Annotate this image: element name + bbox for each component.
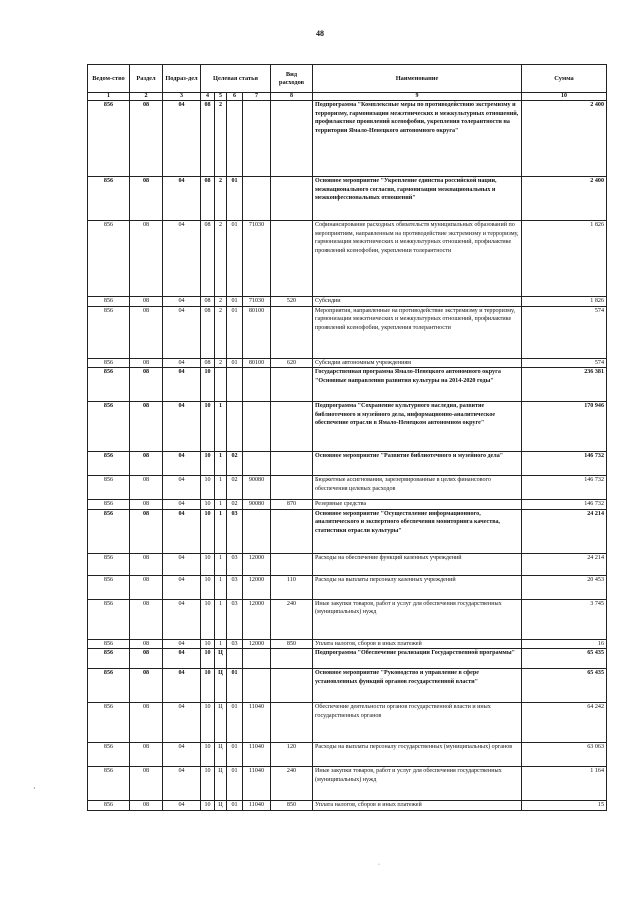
subprogram-code-cell: Ц [215,743,227,767]
footer-mark: · [378,862,380,868]
subprogram-code-cell: 2 [215,101,227,177]
sum-cell: 16 [522,639,607,649]
name-cell: Уплата налогов, сборов и иных платежей [313,801,522,811]
razdel-cell: 08 [130,500,163,510]
subprogram-code-cell: 2 [215,297,227,307]
name-cell: Уплата налогов, сборов и иных платежей [313,639,522,649]
podrazdel-cell: 04 [163,703,201,743]
program-code-cell: 10 [201,743,215,767]
table-row [88,368,607,402]
name-cell: Обеспечение деятельности органов государственной власти и иных государственных органов [313,703,522,743]
name-cell: Расходы на обеспечение функций казенных учреждений [313,553,522,575]
subprogram-code-cell: 1 [215,575,227,599]
subprogram-code-cell [215,368,227,402]
header-name: Наименование [313,65,522,93]
ved-cell: 856 [88,452,130,476]
sum-cell: 2 400 [522,177,607,221]
name-cell: Государственная программа Ямало-Ненецкого автономного округа "Основные направления развития культуры на 2014-2020 годы" [313,368,522,402]
sum-cell: 170 946 [522,402,607,452]
activity-code-cell: 01 [227,743,243,767]
expense-type-cell: 240 [271,767,313,801]
expense-type-cell [271,669,313,703]
ved-cell: 856 [88,509,130,553]
program-code-cell: 08 [201,297,215,307]
subprogram-code-cell: 2 [215,306,227,358]
column-number: 8 [271,93,313,101]
expense-type-cell: 850 [271,801,313,811]
podrazdel-cell: 04 [163,402,201,452]
program-code-cell: 10 [201,476,215,500]
sum-cell: 65 435 [522,649,607,669]
podrazdel-cell: 04 [163,476,201,500]
column-number: 10 [522,93,607,101]
subprogram-code-cell: Ц [215,669,227,703]
ved-cell: 856 [88,368,130,402]
name-cell: Расходы на выплаты персоналу государственных (муниципальных) органов [313,743,522,767]
name-cell: Расходы на выплаты персоналу казенных учреждений [313,575,522,599]
razdel-cell: 08 [130,639,163,649]
name-cell: Подпрограмма "Обеспечение реализации Государственной программы" [313,649,522,669]
program-code-cell: 10 [201,402,215,452]
expense-type-cell [271,452,313,476]
razdel-cell: 08 [130,358,163,368]
name-cell: Субсидии автономным учреждениям [313,358,522,368]
direction-code-cell: 12000 [243,639,271,649]
razdel-cell: 08 [130,703,163,743]
razdel-cell: 08 [130,669,163,703]
podrazdel-cell: 04 [163,743,201,767]
table-row [88,639,607,649]
program-code-cell: 08 [201,221,215,297]
sum-cell: 24 214 [522,553,607,575]
expense-type-cell [271,368,313,402]
program-code-cell: 10 [201,452,215,476]
table-row [88,767,607,801]
activity-code-cell: 02 [227,500,243,510]
podrazdel-cell: 04 [163,669,201,703]
table-row [88,452,607,476]
subprogram-code-cell: 1 [215,500,227,510]
subprogram-code-cell: 2 [215,358,227,368]
table-row [88,177,607,221]
direction-code-cell: 12000 [243,575,271,599]
program-code-cell: 08 [201,358,215,368]
expense-type-cell [271,703,313,743]
program-code-cell: 10 [201,500,215,510]
sum-cell: 64 242 [522,703,607,743]
razdel-cell: 08 [130,509,163,553]
direction-code-cell [243,452,271,476]
ved-cell: 856 [88,306,130,358]
direction-code-cell: 80100 [243,306,271,358]
activity-code-cell: 03 [227,639,243,649]
podrazdel-cell: 04 [163,452,201,476]
name-cell: Основное мероприятие "Укрепление единства российской нации, межнационального согласия, гармонизации межнациональных и межконфессиональных отношений" [313,177,522,221]
razdel-cell: 08 [130,801,163,811]
ved-cell: 856 [88,801,130,811]
podrazdel-cell: 04 [163,649,201,669]
program-code-cell: 10 [201,509,215,553]
direction-code-cell: 11040 [243,703,271,743]
activity-code-cell: 01 [227,177,243,221]
direction-code-cell: 11040 [243,743,271,767]
podrazdel-cell: 04 [163,306,201,358]
direction-code-cell [243,368,271,402]
ved-cell: 856 [88,358,130,368]
subprogram-code-cell: 1 [215,599,227,639]
name-cell: Резервные средства [313,500,522,510]
header-target-article: Целевая статья [201,65,271,93]
podrazdel-cell: 04 [163,177,201,221]
direction-code-cell: 90080 [243,500,271,510]
table-row [88,669,607,703]
program-code-cell: 10 [201,801,215,811]
header-expense-type: Вид расходов [271,65,313,93]
name-cell: Мероприятия, направленные на противодействие экстремизму и терроризму, гармонизации межэтнических и межкультурных отношений, профилактике проявлений ксенофобии, укрепления толерантности [313,306,522,358]
table-row [88,801,607,811]
podrazdel-cell: 04 [163,358,201,368]
expense-type-cell: 110 [271,575,313,599]
margin-mark: · [33,784,36,793]
expense-type-cell [271,553,313,575]
table-row [88,509,607,553]
expense-type-cell [271,649,313,669]
program-code-cell: 10 [201,649,215,669]
page-number: 48 [316,29,324,38]
column-number: 3 [163,93,201,101]
subprogram-code-cell: Ц [215,649,227,669]
table-row [88,402,607,452]
column-number: 9 [313,93,522,101]
table-row [88,297,607,307]
sum-cell: 146 732 [522,500,607,510]
direction-code-cell: 90080 [243,476,271,500]
direction-code-cell [243,669,271,703]
direction-code-cell: 12000 [243,553,271,575]
razdel-cell: 08 [130,476,163,500]
ved-cell: 856 [88,177,130,221]
ved-cell: 856 [88,500,130,510]
direction-code-cell: 80100 [243,358,271,368]
table-row [88,306,607,358]
razdel-cell: 08 [130,177,163,221]
podrazdel-cell: 04 [163,599,201,639]
program-code-cell: 10 [201,639,215,649]
sum-cell: 2 400 [522,101,607,177]
table-row [88,500,607,510]
header-row [88,65,607,93]
razdel-cell: 08 [130,101,163,177]
name-cell: Подпрограмма "Сохранение культурного наследия, развитие библиотечного и музейного дела, информационно-аналитическое обеспечение отрасли в Ямало-Ненецком автономном округе" [313,402,522,452]
expense-type-cell [271,509,313,553]
subprogram-code-cell: 1 [215,509,227,553]
expense-type-cell: 850 [271,639,313,649]
sum-cell: 1 164 [522,767,607,801]
activity-code-cell [227,101,243,177]
header-sum: Сумма [522,65,607,93]
subprogram-code-cell: Ц [215,767,227,801]
ved-cell: 856 [88,476,130,500]
razdel-cell: 08 [130,599,163,639]
name-cell: Софинансирование расходных обязательств муниципальных образований по мероприятиям, направленным на противодействие экстремизму и терроризму, гармонизации межэтнических и межкультурных отношений, профилактике проявлений ксенофобии, укреплении толерантности [313,221,522,297]
program-code-cell: 10 [201,669,215,703]
direction-code-cell [243,101,271,177]
sum-cell: 574 [522,306,607,358]
direction-code-cell: 71030 [243,297,271,307]
table-row [88,649,607,669]
expense-type-cell [271,221,313,297]
activity-code-cell: 01 [227,358,243,368]
razdel-cell: 08 [130,452,163,476]
direction-code-cell: 12000 [243,599,271,639]
subprogram-code-cell: 1 [215,639,227,649]
subprogram-code-cell: Ц [215,801,227,811]
expense-type-cell: 120 [271,743,313,767]
sum-cell: 236 381 [522,368,607,402]
name-cell: Иные закупки товаров, работ и услуг для обеспечения государственных (муниципальных) нужд [313,599,522,639]
program-code-cell: 10 [201,767,215,801]
program-code-cell: 10 [201,703,215,743]
table-row [88,743,607,767]
razdel-cell: 08 [130,553,163,575]
program-code-cell: 08 [201,177,215,221]
sum-cell: 24 214 [522,509,607,553]
budget-table [87,64,607,811]
name-cell: Иные закупки товаров, работ и услуг для обеспечения государственных (муниципальных) нужд [313,767,522,801]
activity-code-cell [227,368,243,402]
razdel-cell: 08 [130,368,163,402]
activity-code-cell: 01 [227,297,243,307]
ved-cell: 856 [88,599,130,639]
sum-cell: 1 826 [522,221,607,297]
expense-type-cell [271,306,313,358]
subprogram-code-cell: 2 [215,221,227,297]
activity-code-cell: 01 [227,306,243,358]
podrazdel-cell: 04 [163,575,201,599]
expense-type-cell [271,402,313,452]
ved-cell: 856 [88,743,130,767]
subprogram-code-cell: 1 [215,476,227,500]
ved-cell: 856 [88,575,130,599]
razdel-cell: 08 [130,402,163,452]
razdel-cell: 08 [130,306,163,358]
column-number-row [88,93,607,101]
podrazdel-cell: 04 [163,368,201,402]
podrazdel-cell: 04 [163,801,201,811]
table-row [88,575,607,599]
program-code-cell: 08 [201,306,215,358]
activity-code-cell: 01 [227,767,243,801]
ved-cell: 856 [88,402,130,452]
ved-cell: 856 [88,297,130,307]
podrazdel-cell: 04 [163,297,201,307]
activity-code-cell: 01 [227,669,243,703]
subprogram-code-cell: 1 [215,553,227,575]
sum-cell: 63 063 [522,743,607,767]
direction-code-cell [243,177,271,221]
program-code-cell: 10 [201,368,215,402]
subprogram-code-cell: 2 [215,177,227,221]
razdel-cell: 08 [130,575,163,599]
activity-code-cell: 01 [227,801,243,811]
activity-code-cell: 01 [227,703,243,743]
column-number: 1 [88,93,130,101]
activity-code-cell: 02 [227,452,243,476]
column-number: 7 [243,93,271,101]
header-razdel: Раздел [130,65,163,93]
podrazdel-cell: 04 [163,221,201,297]
sum-cell: 3 745 [522,599,607,639]
razdel-cell: 08 [130,649,163,669]
activity-code-cell [227,649,243,669]
expense-type-cell: 620 [271,358,313,368]
column-number: 4 [201,93,215,101]
direction-code-cell: 71030 [243,221,271,297]
ved-cell: 856 [88,669,130,703]
name-cell: Основное мероприятие "Осуществление информационного, аналитического и экспертного обеспечения мониторинга качества, статистики отрасли культуры" [313,509,522,553]
subprogram-code-cell: 1 [215,452,227,476]
podrazdel-cell: 04 [163,509,201,553]
program-code-cell: 10 [201,575,215,599]
activity-code-cell: 01 [227,221,243,297]
subprogram-code-cell: 1 [215,402,227,452]
column-number: 6 [227,93,243,101]
podrazdel-cell: 04 [163,639,201,649]
table-row [88,221,607,297]
table-body [88,101,607,811]
name-cell: Основное мероприятие "Развитие библиотечного и музейного дела" [313,452,522,476]
expense-type-cell [271,476,313,500]
activity-code-cell: 02 [227,476,243,500]
header-ved: Ведом-ство [88,65,130,93]
ved-cell: 856 [88,221,130,297]
podrazdel-cell: 04 [163,101,201,177]
name-cell: Основное мероприятие "Руководство и управление в сфере установленных функций органов государственной власти" [313,669,522,703]
subprogram-code-cell: Ц [215,703,227,743]
sum-cell: 1 826 [522,297,607,307]
ved-cell: 856 [88,101,130,177]
activity-code-cell: 03 [227,553,243,575]
direction-code-cell: 11040 [243,767,271,801]
expense-type-cell [271,101,313,177]
podrazdel-cell: 04 [163,767,201,801]
direction-code-cell [243,649,271,669]
sum-cell: 146 732 [522,476,607,500]
expense-type-cell [271,177,313,221]
table-row [88,358,607,368]
sum-cell: 15 [522,801,607,811]
direction-code-cell: 11040 [243,801,271,811]
podrazdel-cell: 04 [163,500,201,510]
ved-cell: 856 [88,649,130,669]
activity-code-cell: 03 [227,599,243,639]
table-row [88,703,607,743]
ved-cell: 856 [88,703,130,743]
activity-code-cell [227,402,243,452]
table-row [88,553,607,575]
direction-code-cell [243,509,271,553]
expense-type-cell: 240 [271,599,313,639]
ved-cell: 856 [88,767,130,801]
name-cell: Субсидии [313,297,522,307]
razdel-cell: 08 [130,767,163,801]
table-row [88,101,607,177]
table-row [88,599,607,639]
table-row [88,476,607,500]
razdel-cell: 08 [130,297,163,307]
column-number: 5 [215,93,227,101]
name-cell: Бюджетные ассигнования, зарезервированные в целях финансового обеспечения целевых расходов [313,476,522,500]
sum-cell: 146 732 [522,452,607,476]
expense-type-cell: 520 [271,297,313,307]
activity-code-cell: 03 [227,509,243,553]
name-cell: Подпрограмма "Комплексные меры по противодействию экстремизму и терроризму, гармонизации межэтнических и межкультурных отношений, профилактике проявлений ксенофобии, укрепления толерантности на территории Ямало-Ненецкого автономного округа" [313,101,522,177]
column-number: 2 [130,93,163,101]
razdel-cell: 08 [130,743,163,767]
ved-cell: 856 [88,553,130,575]
program-code-cell: 10 [201,553,215,575]
direction-code-cell [243,402,271,452]
sum-cell: 65 435 [522,669,607,703]
sum-cell: 574 [522,358,607,368]
program-code-cell: 08 [201,101,215,177]
podrazdel-cell: 04 [163,553,201,575]
sum-cell: 20 453 [522,575,607,599]
program-code-cell: 10 [201,599,215,639]
activity-code-cell: 03 [227,575,243,599]
ved-cell: 856 [88,639,130,649]
expense-type-cell: 870 [271,500,313,510]
razdel-cell: 08 [130,221,163,297]
header-podrazdel: Подраз-дел [163,65,201,93]
